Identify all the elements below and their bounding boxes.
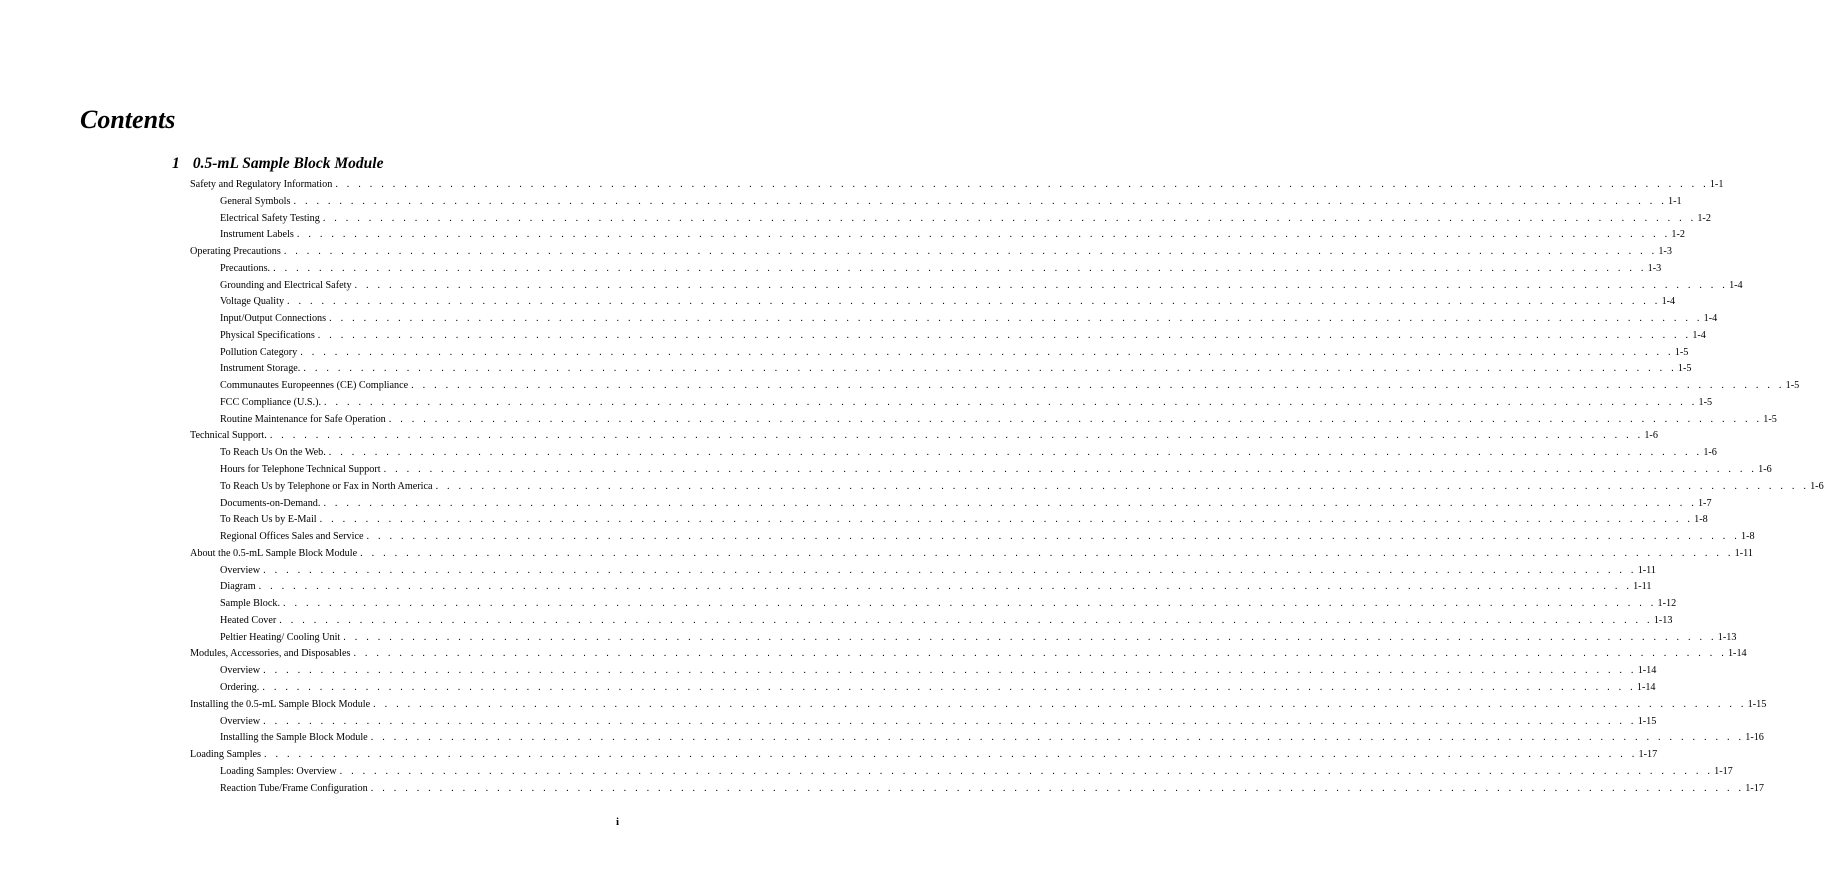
toc-entry-page: 1-5 (1763, 413, 1777, 425)
toc-entry[interactable] (0, 680, 1656, 697)
toc-entry-label: Reaction Tube/Frame Configuration (220, 782, 368, 794)
toc-entry-label: Instrument Storage. (220, 363, 301, 375)
toc-entry-label: Diagram (220, 581, 256, 593)
toc-entry-page: 1-15 (1637, 715, 1657, 727)
dot-leader: . . . . . . . . . . . . . . . . . . . . . . . . . . . . . . . . . . . . . . . . . . . . . . . . . . . . . . . . . . . . . . . . . . . . . . . . . . . . . . . . . . . . . . . . . . . . . . . . . . . . . . . . . . . . . . . . . . . . . . . . (296, 229, 1671, 241)
toc-entry[interactable] (0, 697, 1767, 714)
dot-leader: . . . . . . . . . . . . . . . . . . . . . . . . . . . . . . . . . . . . . . . . . . . . . . . . . . . . . . . . . . . . . . . . . . . . . . . . . . . . . . . . . . . . . . . . . . . . . . . . . . . . . . . . . . . . . . . . . . . . . . . . (264, 749, 1638, 761)
toc-entry[interactable] (0, 278, 1743, 295)
toc-entry[interactable] (0, 194, 1682, 211)
toc-entry-page: 1-13 (1653, 614, 1673, 626)
toc-entry-label: FCC Compliance (U.S.). (220, 396, 322, 408)
toc-entry-label: Regional Offices Sales and Service (220, 531, 364, 543)
toc-entry-page: 1-8 (1694, 514, 1708, 526)
toc-entry-label: Voltage Quality (220, 296, 285, 308)
toc-entry[interactable] (0, 378, 1800, 395)
toc-entry-page: 1-6 (1644, 430, 1658, 442)
toc-entry-label: To Reach Us by Telephone or Fax in North America (220, 480, 433, 492)
dot-leader: . . . . . . . . . . . . . . . . . . . . . . . . . . . . . . . . . . . . . . . . . . . . . . . . . . . . . . . . . . . . . . . . . . . . . . . . . . . . . . . . . . . . . . . . . . . . . . . . . . . . . . . . . . . . . . . . . . . . . . . . (303, 363, 1677, 375)
page-title: Contents (80, 105, 176, 134)
toc-entry[interactable] (0, 646, 1747, 663)
dot-leader: . . . . . . . . . . . . . . . . . . . . . . . . . . . . . . . . . . . . . . . . . . . . . . . . . . . . . . . . . . . . . . . . . . . . . . . . . . . . . . . . . . . . . . . . . . . . . . . . . . . . . . . . . . . . . . . . . . . . . . . . (411, 380, 1785, 392)
toc-entry-label: Peltier Heating/ Cooling Unit (220, 631, 341, 643)
toc-entry[interactable] (0, 512, 1708, 529)
toc-entry[interactable] (0, 328, 1706, 345)
dot-leader: . . . . . . . . . . . . . . . . . . . . . . . . . . . . . . . . . . . . . . . . . . . . . . . . . . . . . . . . . . . . . . . . . . . . . . . . . . . . . . . . . . . . . . . . . . . . . . . . . . . . . . . . . . . . . . . . . . . . . . . . (283, 598, 1657, 610)
toc-entry[interactable] (0, 529, 1755, 546)
toc-entry[interactable] (0, 345, 1689, 362)
dot-leader: . . . . . . . . . . . . . . . . . . . . . . . . . . . . . . . . . . . . . . . . . . . . . . . . . . . . . . . . . . . . . . . . . . . . . . . . . . . . . . . . . . . . . . . . . . . . . . . . . . . . . . . . . . . . . . . . . . . . . . . . (269, 430, 1644, 442)
toc-entry-page: 1-6 (1758, 464, 1772, 476)
toc-entry-page: 1-4 (1692, 329, 1706, 341)
toc-entry-page: 1-4 (1703, 313, 1718, 325)
dot-leader: . . . . . . . . . . . . . . . . . . . . . . . . . . . . . . . . . . . . . . . . . . . . . . . . . . . . . . . . . . . . . . . . . . . . . . . . . . . . . . . . . . . . . . . . . . . . . . . . . . . . . . . . . . . . . . . . . . . . . . . . (366, 531, 1741, 543)
toc-entry-page: 1-6 (1703, 447, 1717, 459)
toc-entry[interactable] (0, 747, 1658, 764)
toc-entry-label: Heated Cover (220, 614, 277, 626)
toc-entry[interactable] (0, 177, 1724, 194)
toc-entry-label: Overview (220, 665, 261, 677)
toc-entry-page: 1-5 (1785, 380, 1800, 392)
toc-entry[interactable] (0, 311, 1718, 328)
toc-entry[interactable] (0, 579, 1652, 596)
dot-leader: . . . . . . . . . . . . . . . . . . . . . . . . . . . . . . . . . . . . . . . . . . . . . . . . . . . . . . . . . . . . . . . . . . . . . . . . . . . . . . . . . . . . . . . . . . . . . . . . . . . . . . . . . . . . . . . . . . . . . . . . (279, 614, 1653, 626)
toc-entry-page: 1-2 (1697, 212, 1711, 224)
dot-leader: . . . . . . . . . . . . . . . . . . . . . . . . . . . . . . . . . . . . . . . . . . . . . . . . . . . . . . . . . . . . . . . . . . . . . . . . . . . . . . . . . . . . . . . . . . . . . . . . . . . . . . . . . . . . . . . . . . . . . . . . (273, 262, 1647, 274)
toc-entry-label: Installing the Sample Block Module (220, 732, 368, 744)
toc-entry-label: Installing the 0.5-mL Sample Block Module (190, 698, 371, 710)
chapter-number: 1 (172, 155, 180, 172)
dot-leader: . . . . . . . . . . . . . . . . . . . . . . . . . . . . . . . . . . . . . . . . . . . . . . . . . . . . . . . . . . . . . . . . . . . . . . . . . . . . . . . . . . . . . . . . . . . . . . . . . . . . . . . . . . . . . . . . . . . . . . . . (300, 346, 1674, 358)
toc-entry-page: 1-6 (1810, 480, 1824, 492)
toc-entry-label: Electrical Safety Testing (220, 212, 320, 224)
toc-entry[interactable] (0, 428, 1658, 445)
dot-leader: . . . . . . . . . . . . . . . . . . . . . . . . . . . . . . . . . . . . . . . . . . . . . . . . . . . . . . . . . . . . . . . . . . . . . . . . . . . . . . . . . . . . . . . . . . . . . . . . . . . . . . . . . . . . . . . . . . . . . . . . (435, 480, 1810, 492)
dot-leader: . . . . . . . . . . . . . . . . . . . . . . . . . . . . . . . . . . . . . . . . . . . . . . . . . . . . . . . . . . . . . . . . . . . . . . . . . . . . . . . . . . . . . . . . . . . . . . . . . . . . . . . . . . . . . . . . . . . . . . . . (324, 396, 1698, 408)
dot-leader: . . . . . . . . . . . . . . . . . . . . . . . . . . . . . . . . . . . . . . . . . . . . . . . . . . . . . . . . . . . . . . . . . . . . . . . . . . . . . . . . . . . . . . . . . . . . . . . . . . . . . . . . . . . . . . . . . . . . . . . . (262, 681, 1636, 693)
toc-entry-label: Grounding and Electrical Safety (220, 279, 352, 291)
toc-entry-page: 1-15 (1747, 698, 1767, 710)
toc-entry[interactable] (0, 613, 1673, 630)
dot-leader: . . . . . . . . . . . . . . . . . . . . . . . . . . . . . . . . . . . . . . . . . . . . . . . . . . . . . . . . . . . . . . . . . . . . . . . . . . . . . . . . . . . . . . . . . . . . . . . . . . . . . . . . . . . . . . . . . . . . . . . . (293, 195, 1667, 207)
toc-entry[interactable] (0, 546, 1753, 563)
page-number: i (616, 816, 620, 828)
dot-leader: . . . . . . . . . . . . . . . . . . . . . . . . . . . . . . . . . . . . . . . . . . . . . . . . . . . . . . . . . . . . . . . . . . . . . . . . . . . . . . . . . . . . . . . . . . . . . . . . . . . . . . . . . . . . . . . . . . . . . . . . (319, 514, 1694, 526)
dot-leader: . . . . . . . . . . . . . . . . . . . . . . . . . . . . . . . . . . . . . . . . . . . . . . . . . . . . . . . . . . . . . . . . . . . . . . . . . . . . . . . . . . . . . . . . . . . . . . . . . . . . . . . . . . . . . . . . . . . . . . . . (343, 631, 1717, 643)
dot-leader: . . . . . . . . . . . . . . . . . . . . . . . . . . . . . . . . . . . . . . . . . . . . . . . . . . . . . . . . . . . . . . . . . . . . . . . . . . . . . . . . . . . . . . . . . . . . . . . . . . . . . . . . . . . . . . . . . . . . . . . . (370, 782, 1745, 794)
toc-entry-label: Documents-on-Demand. (220, 497, 321, 509)
toc-entry-page: 1-3 (1658, 246, 1672, 258)
toc-entry-label: Technical Support. (190, 430, 267, 442)
dot-leader: . . . . . . . . . . . . . . . . . . . . . . . . . . . . . . . . . . . . . . . . . . . . . . . . . . . . . . . . . . . . . . . . . . . . . . . . . . . . . . . . . . . . . . . . . . . . . . . . . . . . . . . . . . . . . . . . . . . . . . . . (335, 179, 1709, 190)
toc-entry-label: Safety and Regulatory Information (190, 179, 333, 190)
toc-entry[interactable] (0, 445, 1717, 462)
toc-entry-page: 1-4 (1661, 296, 1676, 308)
toc-entry[interactable] (0, 730, 1764, 747)
toc-entry[interactable] (0, 462, 1772, 479)
toc-entry[interactable] (0, 596, 1677, 613)
toc-entry-label: Operating Precautions (190, 246, 281, 258)
toc-entry-page: 1-12 (1657, 598, 1677, 610)
toc-entry-label: To Reach Us On the Web. (220, 447, 326, 459)
dot-leader: . . . . . . . . . . . . . . . . . . . . . . . . . . . . . . . . . . . . . . . . . . . . . . . . . . . . . . . . . . . . . . . . . . . . . . . . . . . . . . . . . . . . . . . . . . . . . . . . . . . . . . . . . . . . . . . . . . . . . . . . (263, 715, 1637, 727)
toc-entry-label: Loading Samples: Overview (220, 765, 337, 777)
dot-leader: . . . . . . . . . . . . . . . . . . . . . . . . . . . . . . . . . . . . . . . . . . . . . . . . . . . . . . . . . . . . . . . . . . . . . . . . . . . . . . . . . . . . . . . . . . . . . . . . . . . . . . . . . . . . . . . . . . . . . . . . (373, 698, 1747, 710)
toc-entry-page: 1-1 (1709, 179, 1724, 190)
dot-leader: . . . . . . . . . . . . . . . . . . . . . . . . . . . . . . . . . . . . . . . . . . . . . . . . . . . . . . . . . . . . . . . . . . . . . . . . . . . . . . . . . . . . . . . . . . . . . . . . . . . . . . . . . . . . . . . . . . . . . . . . (329, 313, 1703, 325)
toc-entry[interactable] (0, 211, 1711, 228)
toc-entry-page: 1-8 (1741, 531, 1755, 543)
toc-entry-page: 1-17 (1638, 749, 1658, 761)
toc-entry-page: 1-3 (1647, 262, 1662, 274)
toc-entry[interactable] (0, 496, 1712, 513)
toc-entry[interactable] (0, 412, 1777, 429)
dot-leader: . . . . . . . . . . . . . . . . . . . . . . . . . . . . . . . . . . . . . . . . . . . . . . . . . . . . . . . . . . . . . . . . . . . . . . . . . . . . . . . . . . . . . . . . . . . . . . . . . . . . . . . . . . . . . . . . . . . . . . . . (322, 212, 1697, 224)
toc-entry[interactable] (0, 714, 1657, 731)
toc-entry-page: 1-13 (1717, 631, 1737, 643)
toc-entry[interactable] (0, 663, 1657, 680)
toc-entry[interactable] (0, 294, 1676, 311)
table-of-contents (0, 177, 1824, 797)
toc-entry[interactable] (0, 764, 1733, 781)
dot-leader: . . . . . . . . . . . . . . . . . . . . . . . . . . . . . . . . . . . . . . . . . . . . . . . . . . . . . . . . . . . . . . . . . . . . . . . . . . . . . . . . . . . . . . . . . . . . . . . . . . . . . . . . . . . . . . . . . . . . . . . . (328, 447, 1703, 459)
toc-entry-label: Pollution Category (220, 346, 298, 358)
dot-leader: . . . . . . . . . . . . . . . . . . . . . . . . . . . . . . . . . . . . . . . . . . . . . . . . . . . . . . . . . . . . . . . . . . . . . . . . . . . . . . . . . . . . . . . . . . . . . . . . . . . . . . . . . . . . . . . . . . . . . . . . (323, 497, 1697, 509)
toc-entry-page: 1-5 (1674, 346, 1689, 358)
toc-entry-page: 1-11 (1637, 564, 1656, 576)
dot-leader: . . . . . . . . . . . . . . . . . . . . . . . . . . . . . . . . . . . . . . . . . . . . . . . . . . . . . . . . . . . . . . . . . . . . . . . . . . . . . . . . . . . . . . . . . . . . . . . . . . . . . . . . . . . . . . . . . . . . . . . . (317, 329, 1692, 341)
toc-entry-label: Instrument Labels (220, 229, 294, 241)
toc-entry[interactable] (0, 563, 1656, 580)
dot-leader: . . . . . . . . . . . . . . . . . . . . . . . . . . . . . . . . . . . . . . . . . . . . . . . . . . . . . . . . . . . . . . . . . . . . . . . . . . . . . . . . . . . . . . . . . . . . . . . . . . . . . . . . . . . . . . . . . . . . . . . . (263, 665, 1637, 677)
dot-leader: . . . . . . . . . . . . . . . . . . . . . . . . . . . . . . . . . . . . . . . . . . . . . . . . . . . . . . . . . . . . . . . . . . . . . . . . . . . . . . . . . . . . . . . . . . . . . . . . . . . . . . . . . . . . . . . . . . . . . . . . (370, 732, 1745, 744)
toc-entry-page: 1-5 (1698, 396, 1713, 408)
toc-entry[interactable] (0, 395, 1713, 412)
toc-entry-page: 1-14 (1637, 665, 1657, 677)
toc-entry-label: Physical Specifications (220, 329, 315, 341)
toc-entry[interactable] (0, 227, 1685, 244)
toc-entry-label: General Symbols (220, 195, 291, 207)
toc-entry-label: Hours for Telephone Technical Support (220, 464, 381, 476)
toc-entry-page: 1-14 (1727, 648, 1747, 660)
toc-entry-label: About the 0.5-mL Sample Block Module (190, 547, 358, 559)
toc-entry-label: Ordering. (220, 681, 260, 693)
toc-entry-label: Modules, Accessories, and Disposables (190, 648, 351, 660)
chapter-heading (172, 154, 383, 174)
toc-entry-page: 1-17 (1745, 782, 1764, 794)
toc-entry[interactable] (0, 781, 1764, 798)
dot-leader: . . . . . . . . . . . . . . . . . . . . . . . . . . . . . . . . . . . . . . . . . . . . . . . . . . . . . . . . . . . . . . . . . . . . . . . . . . . . . . . . . . . . . . . . . . . . . . . . . . . . . . . . . . . . . . . . . . . . . . . . (263, 564, 1637, 576)
toc-entry-label: Communautes Europeennes (CE) Compliance (220, 380, 409, 392)
toc-entry-label: Sample Block. (220, 598, 280, 610)
toc-entry[interactable] (0, 630, 1737, 647)
toc-entry-label: Input/Output Connections (220, 313, 327, 325)
dot-leader: . . . . . . . . . . . . . . . . . . . . . . . . . . . . . . . . . . . . . . . . . . . . . . . . . . . . . . . . . . . . . . . . . . . . . . . . . . . . . . . . . . . . . . . . . . . . . . . . . . . . . . . . . . . . . . . . . . . . . . . . (287, 296, 1661, 308)
toc-entry-page: 1-17 (1714, 765, 1733, 777)
dot-leader: . . . . . . . . . . . . . . . . . . . . . . . . . . . . . . . . . . . . . . . . . . . . . . . . . . . . . . . . . . . . . . . . . . . . . . . . . . . . . . . . . . . . . . . . . . . . . . . . . . . . . . . . . . . . . . . . . . . . . . . . (383, 464, 1758, 476)
toc-entry-page: 1-7 (1697, 497, 1712, 509)
dot-leader: . . . . . . . . . . . . . . . . . . . . . . . . . . . . . . . . . . . . . . . . . . . . . . . . . . . . . . . . . . . . . . . . . . . . . . . . . . . . . . . . . . . . . . . . . . . . . . . . . . . . . . . . . . . . . . . . . . . . . . . . (353, 648, 1727, 660)
dot-leader: . . . . . . . . . . . . . . . . . . . . . . . . . . . . . . . . . . . . . . . . . . . . . . . . . . . . . . . . . . . . . . . . . . . . . . . . . . . . . . . . . . . . . . . . . . . . . . . . . . . . . . . . . . . . . . . . . . . . . . . . (360, 547, 1734, 559)
toc-entry-label: Precautions. (220, 262, 271, 274)
toc-entry-label: Routine Maintenance for Safe Operation (220, 413, 386, 425)
toc-entry-page: 1-11 (1633, 581, 1652, 593)
toc-entry[interactable] (0, 244, 1672, 261)
toc-entry-label: Overview (220, 564, 261, 576)
toc-entry-page: 1-1 (1667, 195, 1682, 207)
toc-entry[interactable] (0, 261, 1662, 278)
toc-entry-page: 1-2 (1671, 229, 1685, 241)
dot-leader: . . . . . . . . . . . . . . . . . . . . . . . . . . . . . . . . . . . . . . . . . . . . . . . . . . . . . . . . . . . . . . . . . . . . . . . . . . . . . . . . . . . . . . . . . . . . . . . . . . . . . . . . . . . . . . . . . . . . . . . . (283, 246, 1658, 258)
toc-entry-page: 1-11 (1734, 547, 1753, 559)
dot-leader: . . . . . . . . . . . . . . . . . . . . . . . . . . . . . . . . . . . . . . . . . . . . . . . . . . . . . . . . . . . . . . . . . . . . . . . . . . . . . . . . . . . . . . . . . . . . . . . . . . . . . . . . . . . . . . . . . . . . . . . . (258, 581, 1633, 593)
dot-leader: . . . . . . . . . . . . . . . . . . . . . . . . . . . . . . . . . . . . . . . . . . . . . . . . . . . . . . . . . . . . . . . . . . . . . . . . . . . . . . . . . . . . . . . . . . . . . . . . . . . . . . . . . . . . . . . . . . . . . . . . (354, 279, 1729, 291)
toc-entry-page: 1-16 (1745, 732, 1764, 744)
toc-entry-page: 1-14 (1636, 681, 1656, 693)
toc-entry[interactable] (0, 479, 1824, 496)
toc-entry[interactable] (0, 361, 1692, 378)
dot-leader: . . . . . . . . . . . . . . . . . . . . . . . . . . . . . . . . . . . . . . . . . . . . . . . . . . . . . . . . . . . . . . . . . . . . . . . . . . . . . . . . . . . . . . . . . . . . . . . . . . . . . . . . . . . . . . . . . . . . . . . . (339, 765, 1714, 777)
toc-entry-label: Loading Samples (190, 749, 262, 761)
chapter-title: 0.5-mL Sample Block Module (192, 155, 384, 172)
toc-entry-label: To Reach Us by E-Mail (220, 514, 317, 526)
dot-leader: . . . . . . . . . . . . . . . . . . . . . . . . . . . . . . . . . . . . . . . . . . . . . . . . . . . . . . . . . . . . . . . . . . . . . . . . . . . . . . . . . . . . . . . . . . . . . . . . . . . . . . . . . . . . . . . . . . . . . . . . (388, 413, 1763, 425)
toc-entry-page: 1-5 (1677, 363, 1692, 375)
toc-entry-page: 1-4 (1729, 279, 1743, 291)
toc-entry-label: Overview (220, 715, 261, 727)
